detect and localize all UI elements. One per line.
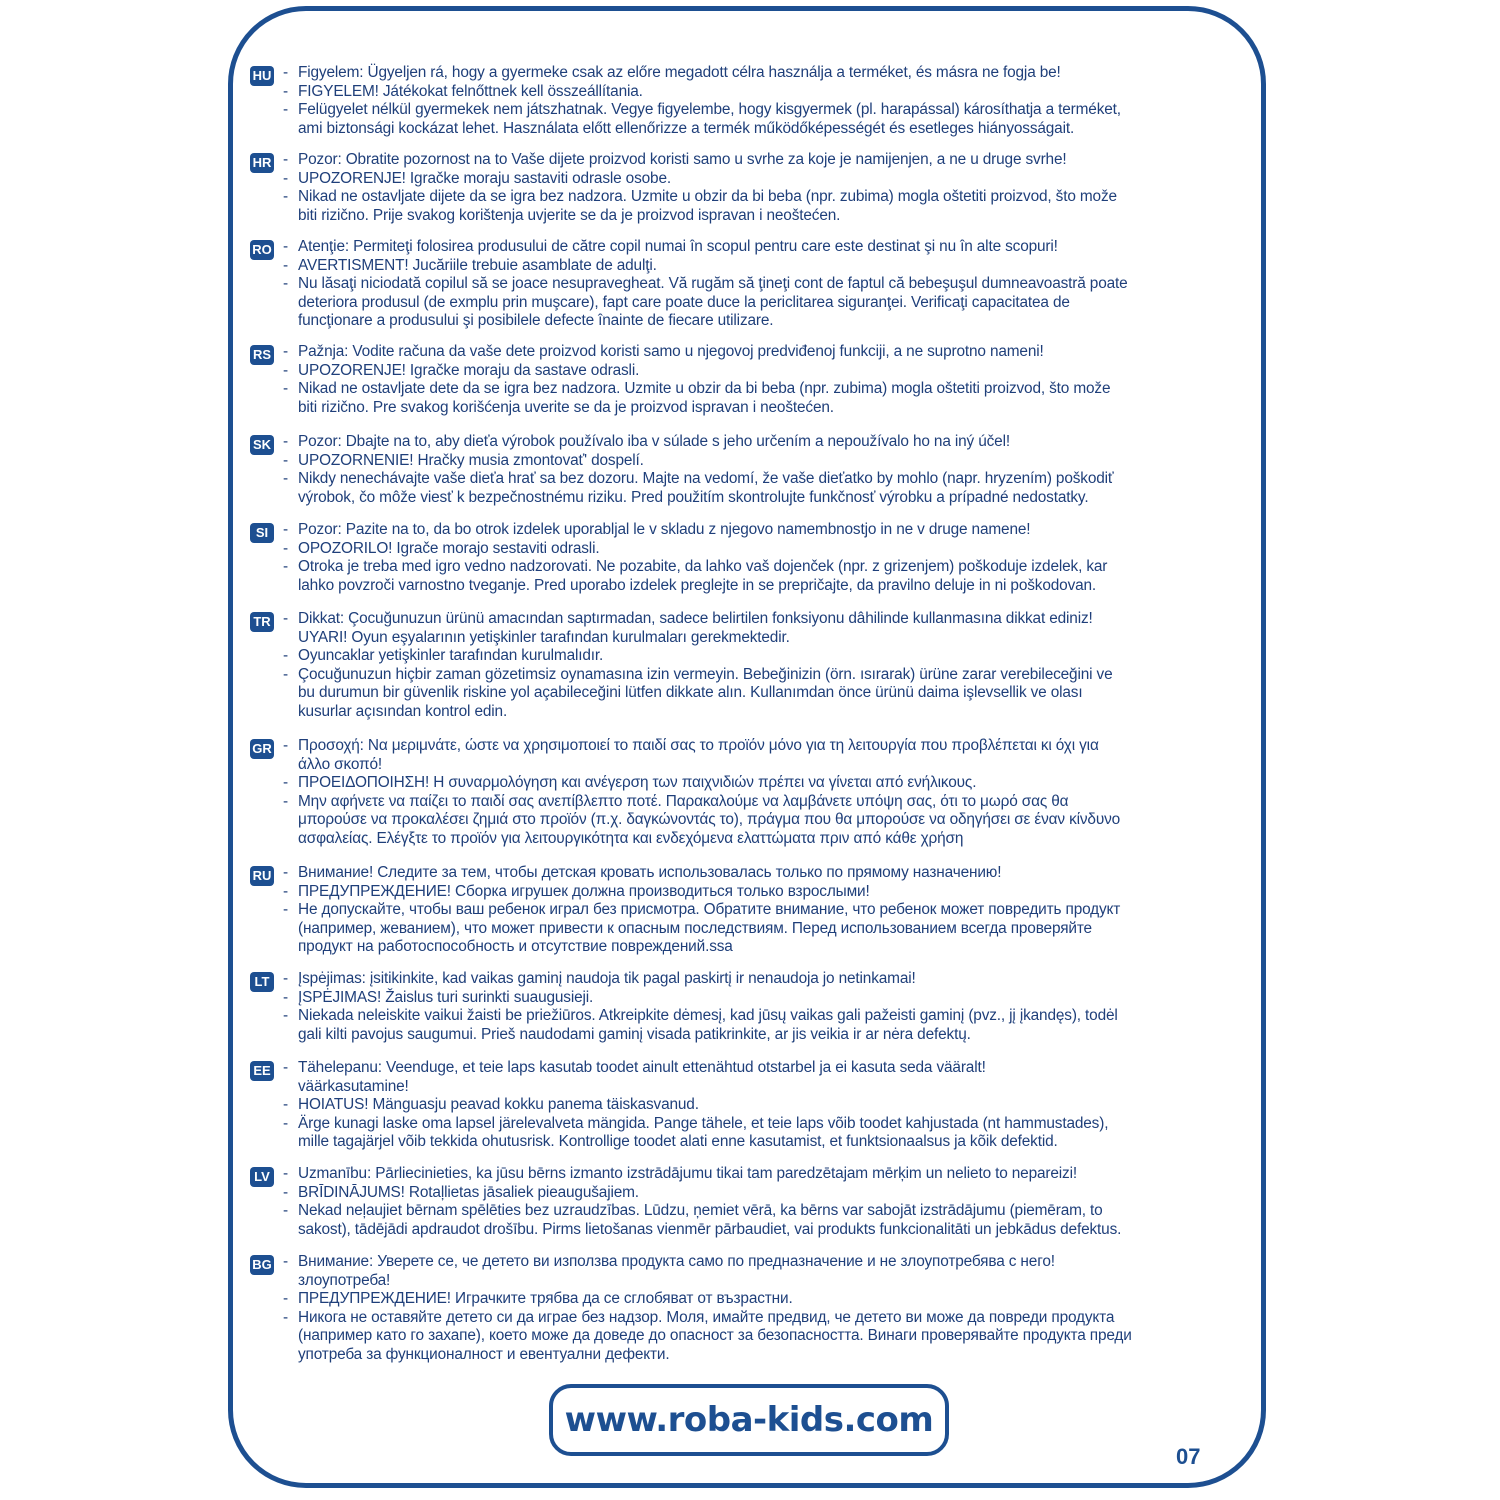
warning-line: - Nikdy nenechávajte vaše dieťa hrať sa bez dozoru. Majte na vedomí, že vaše dieťatko by mohlo (napr. hryzením) poškodiť [298,470,1298,489]
warning-line: злоупотреба! [298,1271,391,1289]
warning-line: výrobok, čo môže viesť k bezpečnostnému riziku. Pred použitím skontrolujte funkčnosť výrobku a prípadné nedostatky. [298,488,1089,506]
warning-line: - Внимание: Уверете се, че детето ви използва продукта само по предназначение и не злоупотребява с него! [298,1253,1298,1272]
warning-section-gr [250,737,1298,849]
warning-line: - Nekad neļaujiet bērnam spēlēties bez uzraudzības. Lūdzu, ņemiet vērā, ka bērns var sabojāt izstrādājumu (piemēram, to [298,1202,1298,1221]
warning-line: mille tagajärjel võib tekkida ohutusrisk. Kontrollige toodet alati enne kasutamist, et funktsionaalsus ja kõik defektid. [298,1133,1058,1151]
warning-line: продукт на работоспособность и отсутствие повреждений.ssa [298,938,733,956]
warning-line: - Dikkat: Çocuğunuzun ürünü amacından saptırmadan, sadece belirtilen fonksiyonu dâhilinde kullanmasına dikkat ediniz! [298,610,1298,629]
warning-line: - ĮSPĖJIMAS! Žaislus turi surinkti suaugusieji. [298,989,1298,1008]
warning-line: gali kilti pavojus saugumui. Prieš naudodami gaminį visada patikrinkite, ar jis veikia ir ar nėra defektų. [298,1025,971,1043]
language-code-badge: LV [250,1167,274,1187]
warning-line: - UPOZORNENIE! Hračky musia zmontovať' dospelí. [298,452,1298,471]
warning-line: - Niekada neleiskite vaikui žaisti be priežiūros. Atkreipkite dėmesį, kad jūsų vaikas gali pažeisti gaminį (pvz., jį įkandęs), todėl [298,1007,1298,1026]
warning-line: - Pažnja: Vodite računa da vaše dete proizvod koristi samo u njegovoj predviđenoj funkciji, a ne suprotno nameni! [298,343,1298,362]
language-code-badge: SI [250,523,274,543]
warning-line: μπορούσε να προκαλέσει ζημιά στο προϊόν (π.χ. δαγκώνοντάς το), πράγμα που θα μπορούσε να οδηγήσει σε έναν κίνδυνο [298,811,1121,829]
warning-line: - UPOZORENJE! Igračke moraju da sastave odrasli. [298,362,1298,381]
warning-section-ee [250,1059,1298,1152]
warning-line: - OPOZORILO! Igrače morajo sestaviti odrasli. [298,540,1298,559]
warning-line: - AVERTISMENT! Jucăriile trebuie asamblate de adulţi. [298,257,1298,276]
warning-line: - FIGYELEM! Játékokat felnőttnek kell összeállítania. [298,83,1298,102]
warning-line: sakost), tādējādi apdraudot drošību. Pirms lietošanas vienmēr pārbaudiet, vai produkts funkcionalitāti un jebkādus defektus. [298,1220,1122,1238]
warning-line: - BRĪDINĀJUMS! Rotaļlietas jāsaliek pieaugušajiem. [298,1184,1298,1203]
warning-line: - HOIATUS! Mänguasju peavad kokku panema täiskasvanud. [298,1096,1298,1115]
warning-line: UYARI! Oyun eşyalarının yetişkinler tarafından kurulmaları gerekmektedir. [298,628,790,646]
warning-line: - Внимание! Следите за тем, чтобы детская кровать использовалась только по прямому назначению! [298,864,1298,883]
warning-section-hu [250,64,1298,138]
warning-line: - Προσοχή: Να μεριμνάτε, ώστε να χρησιμοποιεί το παιδί σας το προϊόν μόνο για τη λειτουργία που προβλέπεται κι όχι για [298,737,1298,756]
warning-line: - ПРЕДУПРЕЖДЕНИЕ! Играчките трябва да се сглобяват от възрастни. [298,1290,1298,1309]
language-code-badge: TR [250,612,274,632]
warning-line: bu durumun bir güvenlik riskine yol açabileceğini lütfen dikkate alın. Kullanımdan önce ürünü daima işlevsellik ve olası [298,684,1083,702]
warning-section-lv [250,1165,1298,1239]
warning-section-ro [250,238,1298,331]
warning-section-ru [250,864,1298,957]
warning-line: - Įspėjimas: įsitikinkite, kad vaikas gaminį naudoja tik pagal paskirtį ir nenaudoja jo netinkamai! [298,970,1298,989]
warning-line: funcţionare a produsului şi posibilele defecte înainte de fiecare utilizare. [298,312,774,330]
language-code-badge: RU [250,866,274,886]
warning-line: - Felügyelet nélkül gyermekek nem játszhatnak. Vegye figyelembe, hogy kisgyermek (pl. harapással) károsíthatja a terméket, [298,101,1298,120]
warning-line: - Nikad ne ostavljate dijete da se igra bez nadzora. Uzmite u obzir da bi beba (npr. zubima) mogla oštetiti proizvod, što može [298,188,1298,207]
language-code-badge: HU [250,66,274,86]
warning-line: - Tähelepanu: Veenduge, et teie laps kasutab toodet ainult ettenähtud otstarbel ja ei kasuta seda vääralt! [298,1059,1298,1078]
page-number: 07 [1176,1444,1201,1469]
language-code-badge: BG [250,1255,274,1275]
warning-line: deteriora produsul (de exmplu prin muşcare), fapt care poate duce la periclitarea siguranţei. Verificaţi capacitatea de [298,293,1070,311]
warning-line: ami biztonsági kockázat lehet. Használata előtt ellenőrizze a termék működőképességét és esetleges hiányosságait. [298,119,1075,137]
warning-section-tr [250,610,1298,722]
language-code-badge: HR [250,153,274,173]
warning-line: - Figyelem: Ügyeljen rá, hogy a gyermeke csak az előre megadott célra használja a terméket, és másra ne fogja be! [298,64,1298,83]
warning-line: - ΠΡΟΕΙΔΟΠΟΙΗΣΗ! Η συναρμολόγηση και ανέγερση των παιχνιδιών πρέπει να γίνεται από ενήλικους. [298,774,1298,793]
warning-line: kusurlar açısından kontrol edin. [298,702,508,720]
warning-line: - Nu lăsaţi niciodată copilul să se joace nesupravegheat. Vă rugăm să ţineţi cont de faptul că bebeşuşul dumneavoastră poate [298,275,1298,294]
warning-line: - Ärge kunagi laske oma lapsel järelevalveta mängida. Pange tähele, et teie laps võib toodet kahjustada (nt hammustades), [298,1115,1298,1134]
warning-line: biti rizično. Prije svakog korištenja uvjerite se da je proizvod ispravan i neoštećen. [298,206,841,224]
language-code-badge: RS [250,345,274,365]
warning-line: - Oyuncaklar yetişkinler tarafından kurulmalıdır. [298,647,1298,666]
warning-line: (например, жеванием), что может привести к опасным последствиям. Перед использованием всегда проверяйте [298,919,1092,937]
warning-line: lahko povzroči varnostno tveganje. Pred uporabo izdelek preglejte in se prepričajte, da pravilno deluje in ni poškodovan. [298,576,1097,594]
warning-line: - ПРЕДУПРЕЖДЕНИЕ! Сборка игрушек должна производиться только взрослыми! [298,883,1298,902]
warning-line: biti rizično. Pre svakog korišćenja uverite se da je proizvod ispravan i neoštećen. [298,398,834,416]
warning-line: - Uzmanību: Pārliecinieties, ka jūsu bērns izmanto izstrādājumu tikai tam paredzētajam mērķim un nelieto to nepareizi! [298,1165,1298,1184]
warning-line: - Μην αφήνετε να παίζει το παιδί σας ανεπίβλεπτο ποτέ. Παρακαλούμε να λαμβάνετε υπόψη σας, ότι το μωρό σας θα [298,793,1298,812]
warning-line: (например като го захапе), което може да доведе до опасност за безопасността. Винаги проверявайте продукта преди [298,1327,1132,1345]
language-code-badge: RO [250,240,274,260]
warning-section-si [250,521,1298,595]
warning-line: - Pozor: Dbajte na to, aby dieťa výrobok používalo iba v súlade s jeho určením a nepoužívalo ho na iný účel! [298,433,1298,452]
warning-line: ασφαλείας. Ελέγξτε το προϊόν για λειτουργικότητα και ενδεχόμενα ελαττώματα πριν από κάθε χρήση [298,829,964,847]
warning-line: - Atenţie: Permiteţi folosirea produsului de către copil numai în scopul pentru care este destinat şi nu în alte scopuri! [298,238,1298,257]
warning-line: - Nikad ne ostavljate dete da se igra bez nadzora. Uzmite u obzir da bi beba (npr. zubima) mogla oštetiti proizvod, što može [298,380,1298,399]
warning-line: - UPOZORENJE! Igračke moraju sastaviti odrasle osobe. [298,170,1298,189]
website-url: www.roba-kids.com [549,1384,949,1456]
warning-section-rs [250,343,1298,417]
language-code-badge: GR [250,739,274,759]
language-code-badge: LT [250,972,274,992]
warning-line: употреба за функционалност и евентуални дефекти. [298,1345,670,1363]
language-code-badge: EE [250,1061,274,1081]
warning-line: - Pozor: Pazite na to, da bo otrok izdelek uporabljal le v skladu z njegovo namembnostjo in ne v druge namene! [298,521,1298,540]
warning-line: - Никога не оставяйте детето си да играе без надзор. Моля, имайте предвид, че детето ви може да повреди продукта [298,1309,1298,1328]
warning-line: - Не допускайте, чтобы ваш ребенок играл без присмотра. Обратите внимание, что ребенок может повредить продукт [298,901,1298,920]
warning-line: - Pozor: Obratite pozornost na to Vaše dijete proizvod koristi samo u svrhe za koje je namijenjen, a ne u druge svrhe! [298,151,1298,170]
language-code-badge: SK [250,435,274,455]
warning-section-lt [250,970,1298,1044]
warning-line: - Otroka je treba med igro vedno nadzorovati. Ne pozabite, da lahko vaš dojenček (npr. z grizenjem) poškoduje izdelek, kar [298,558,1298,577]
warning-section-hr [250,151,1298,225]
warning-line: - Çocuğunuzun hiçbir zaman gözetimsiz oynamasına izin vermeyin. Bebeğinizin (örn. ısırarak) ürüne zarar verebileceğini ve [298,666,1298,685]
warning-section-sk [250,433,1298,507]
warning-line: άλλο σκοπό! [298,755,383,773]
warning-line: väärkasutamine! [298,1077,409,1095]
warning-section-bg [250,1253,1298,1365]
